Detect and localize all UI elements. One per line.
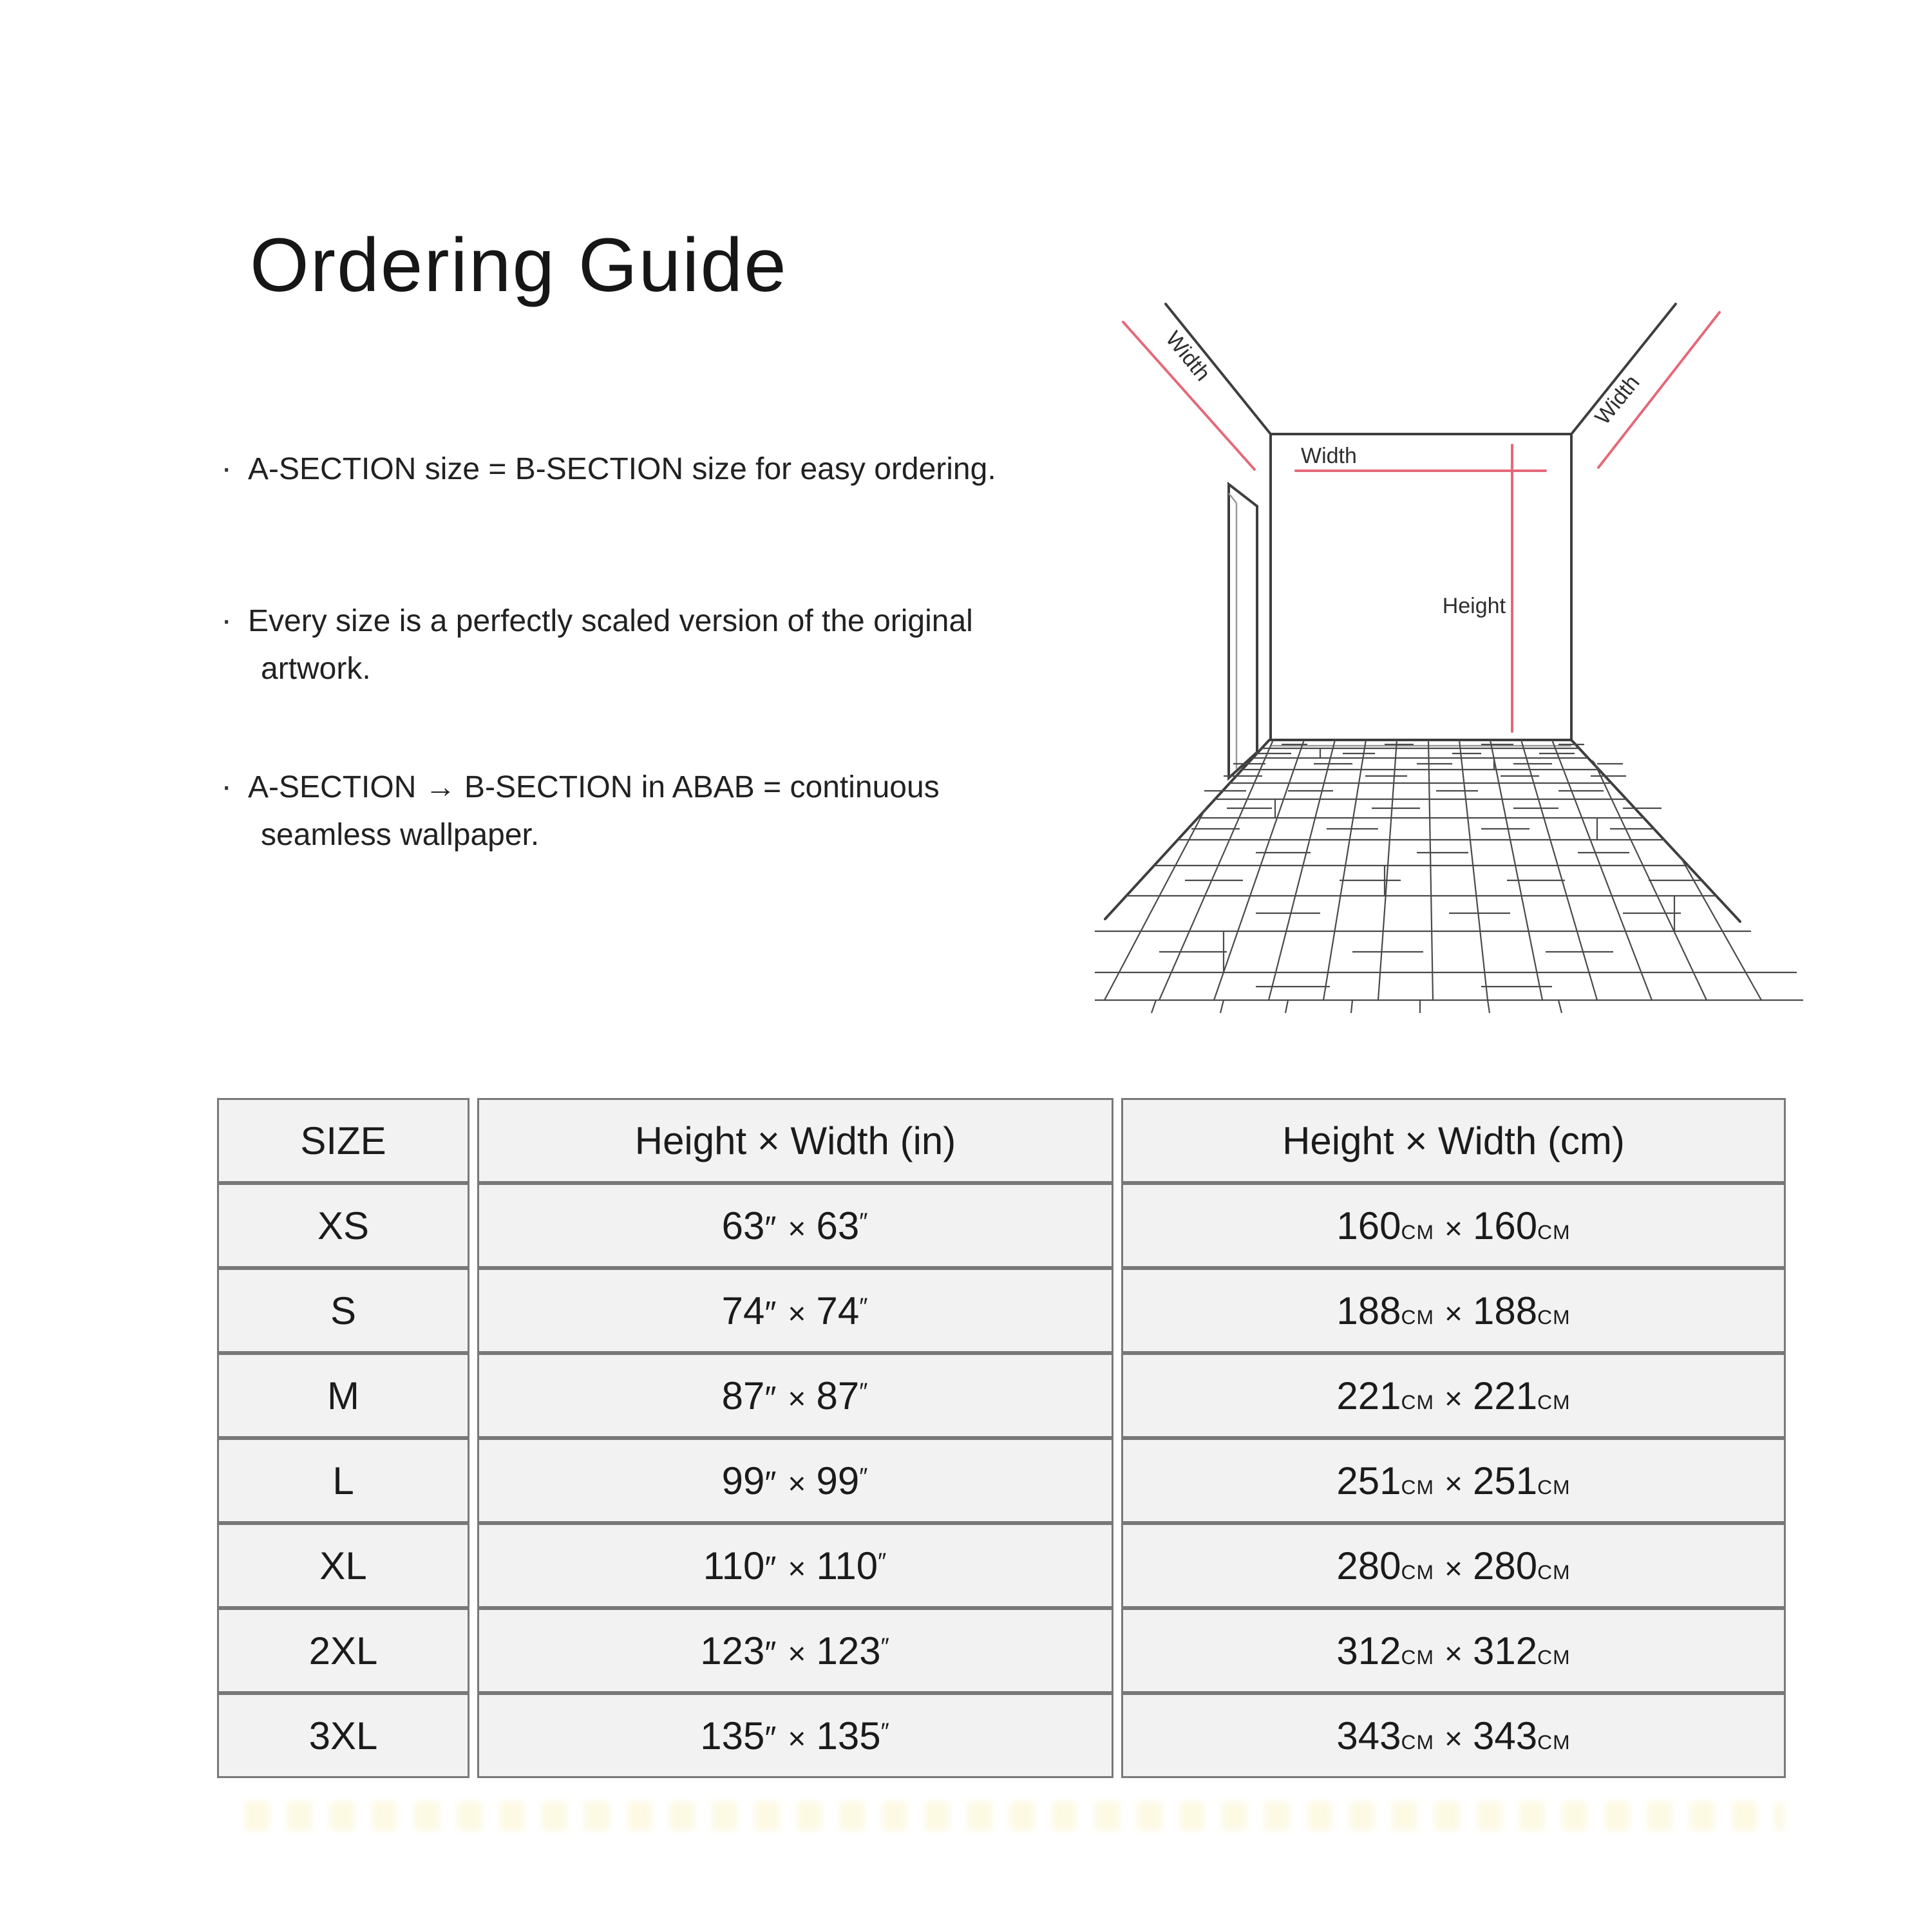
- cm-cell: 251CM × 251CM: [1121, 1438, 1786, 1523]
- cm-cell: 160CM × 160CM: [1121, 1183, 1786, 1268]
- size-cell: L: [217, 1438, 469, 1523]
- ceiling-left-edge: [1166, 304, 1271, 434]
- size-cell: XL: [217, 1523, 469, 1608]
- header-inches: Height × Width (in): [477, 1098, 1113, 1183]
- note-line: A-SECTION → B-SECTION in ABAB = continuous: [248, 770, 940, 804]
- note-line: artwork.: [261, 652, 371, 686]
- page-title: Ordering Guide: [250, 223, 788, 308]
- size-cell: M: [217, 1353, 469, 1438]
- width-label-left: Width: [1160, 327, 1215, 386]
- room-measurement-diagram: [1088, 290, 1816, 1024]
- inches-cell: 135″ × 135″: [477, 1693, 1113, 1778]
- bullet-icon: ·: [221, 601, 232, 639]
- size-cell: 3XL: [217, 1693, 469, 1778]
- height-label-wall: Height: [1442, 594, 1506, 618]
- note-line: Every size is a perfectly scaled version of the original: [248, 604, 973, 638]
- cm-cell: 343CM × 343CM: [1121, 1693, 1786, 1778]
- width-label-right: Width: [1590, 370, 1645, 430]
- table-row: [217, 1268, 1786, 1353]
- note-section-size: [221, 446, 996, 493]
- table-header-row: [217, 1098, 1786, 1183]
- inches-cell: 99″ × 99″: [477, 1438, 1113, 1523]
- left-wall-base: [1105, 740, 1269, 919]
- back-wall: [1271, 434, 1571, 740]
- note-line: seamless wallpaper.: [261, 818, 540, 852]
- cm-cell: 312CM × 312CM: [1121, 1608, 1786, 1693]
- table-row: [217, 1438, 1786, 1523]
- faded-print-artifact: [245, 1802, 1784, 1830]
- ceiling-right-edge: [1571, 304, 1676, 434]
- size-cell: 2XL: [217, 1608, 469, 1693]
- table-row: [217, 1183, 1786, 1268]
- inches-cell: 123″ × 123″: [477, 1608, 1113, 1693]
- cm-cell: 221CM × 221CM: [1121, 1353, 1786, 1438]
- table-row: [217, 1353, 1786, 1438]
- cm-cell: 280CM × 280CM: [1121, 1523, 1786, 1608]
- width-label-wall: Width: [1301, 444, 1357, 468]
- inches-cell: 63″ × 63″: [477, 1183, 1113, 1268]
- note-abab-sections: [221, 764, 940, 859]
- size-table: [209, 1098, 1794, 1778]
- size-cell: S: [217, 1268, 469, 1353]
- note-line: A-SECTION size = B-SECTION size for easy ordering.: [248, 452, 996, 486]
- table-row: [217, 1523, 1786, 1608]
- note-scaled-artwork: [221, 598, 973, 693]
- inches-cell: 87″ × 87″: [477, 1353, 1113, 1438]
- cm-cell: 188CM × 188CM: [1121, 1268, 1786, 1353]
- bullet-icon: ·: [221, 450, 232, 487]
- table-row: [217, 1608, 1786, 1693]
- size-cell: XS: [217, 1183, 469, 1268]
- header-size: SIZE: [217, 1098, 469, 1183]
- door: [1229, 484, 1257, 778]
- inches-cell: 110″ × 110″: [477, 1523, 1113, 1608]
- bullet-icon: ·: [221, 768, 232, 805]
- header-cm: Height × Width (cm): [1121, 1098, 1786, 1183]
- inches-cell: 74″ × 74″: [477, 1268, 1113, 1353]
- table-row: [217, 1693, 1786, 1778]
